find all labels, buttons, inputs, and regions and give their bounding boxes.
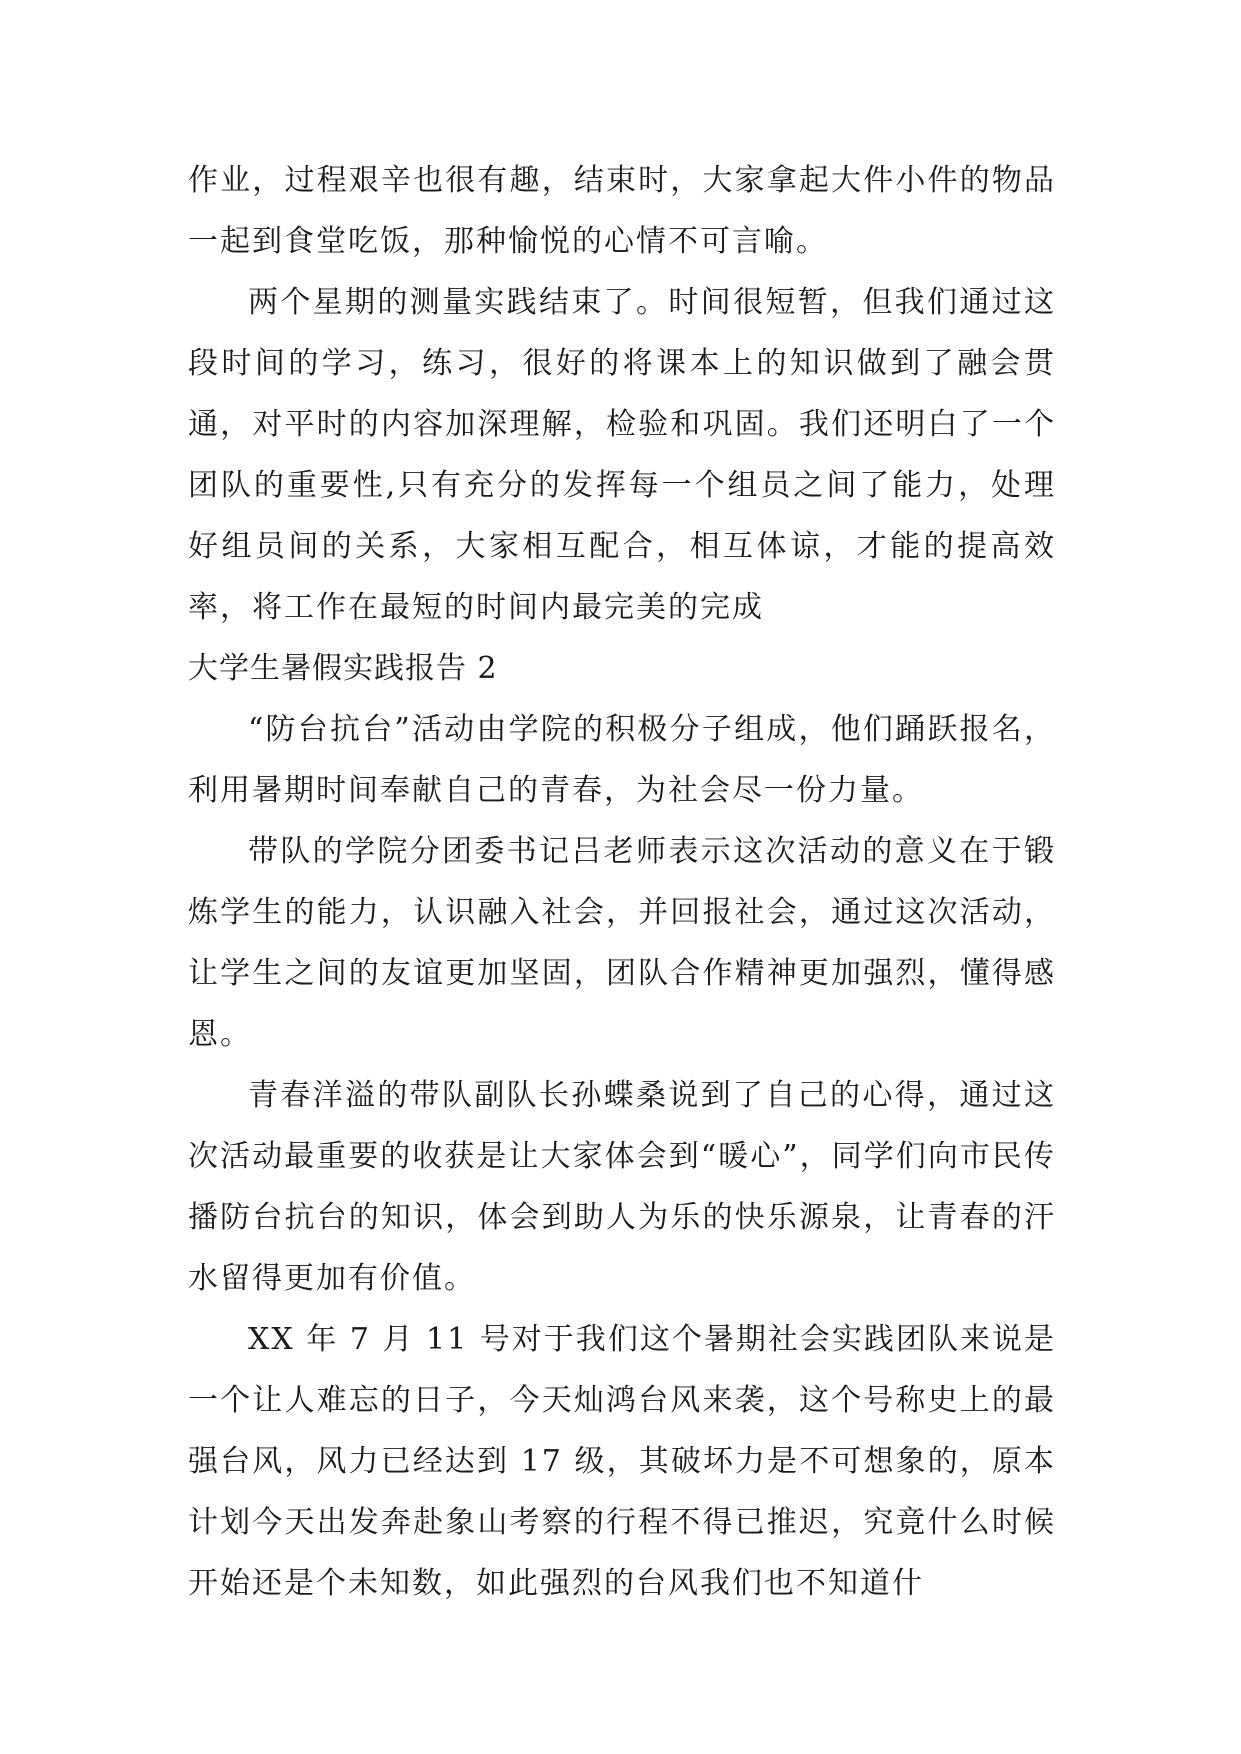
paragraph-activity-end: 作业，过程艰辛也很有趣，结束时，大家拿起大件小件的物品一起到食堂吃饭，那种愉悦的心情不可言喻。 [188, 163, 1056, 259]
paragraph-teacher-remarks: 带队的学院分团委书记吕老师表示这次活动的意义在于锻炼学生的能力，认识融入社会，并回报社会，通过这次活动，让学生之间的友谊更加坚固，团队合作精神更加强烈，懂得感恩。 [188, 834, 1056, 1052]
paragraph-survey-summary: 两个星期的测量实践结束了。时间很短暂，但我们通过这段时间的学习，练习，很好的将课本上的知识做到了融会贯通，对平时的内容加深理解，检验和巩固。我们还明白了一个团队的重要性,只有充分的发挥每一个组员之间了能力，处理好组员间的关系，大家相互配合，相互体谅，才能的提高效率，将工作在最短的时间内最完美的完成 [188, 285, 1056, 625]
section-heading: 大学生暑假实践报告 2 [188, 651, 498, 686]
paragraph-vice-captain-remarks: 青春洋溢的带队副队长孙蝶桑说到了自己的心得，通过这次活动最重要的收获是让大家体会到“暖心”，同学们向市民传播防台抗台的知识，体会到助人为乐的快乐源泉，让青春的汗水留得更加有价值。 [188, 1078, 1056, 1296]
paragraph-typhoon-day: XX 年 7 月 11 号对于我们这个暑期社会实践团队来说是一个让人难忘的日子，今天灿鸿台风来袭，这个号称史上的最强台风，风力已经达到 17 级，其破坏力是不可想象的，原本计划今天出发奔赴象山考察的行程不得已推迟，究竟什么时候开始还是个未知数，如此强烈的台风我们也不知道什 [188, 1322, 1056, 1601]
paragraph-typhoon-activity: “防台抗台”活动由学院的积极分子组成，他们踊跃报名，利用暑期时间奉献自己的青春，为社会尽一份力量。 [188, 712, 1056, 808]
document-body [188, 150, 1056, 1614]
